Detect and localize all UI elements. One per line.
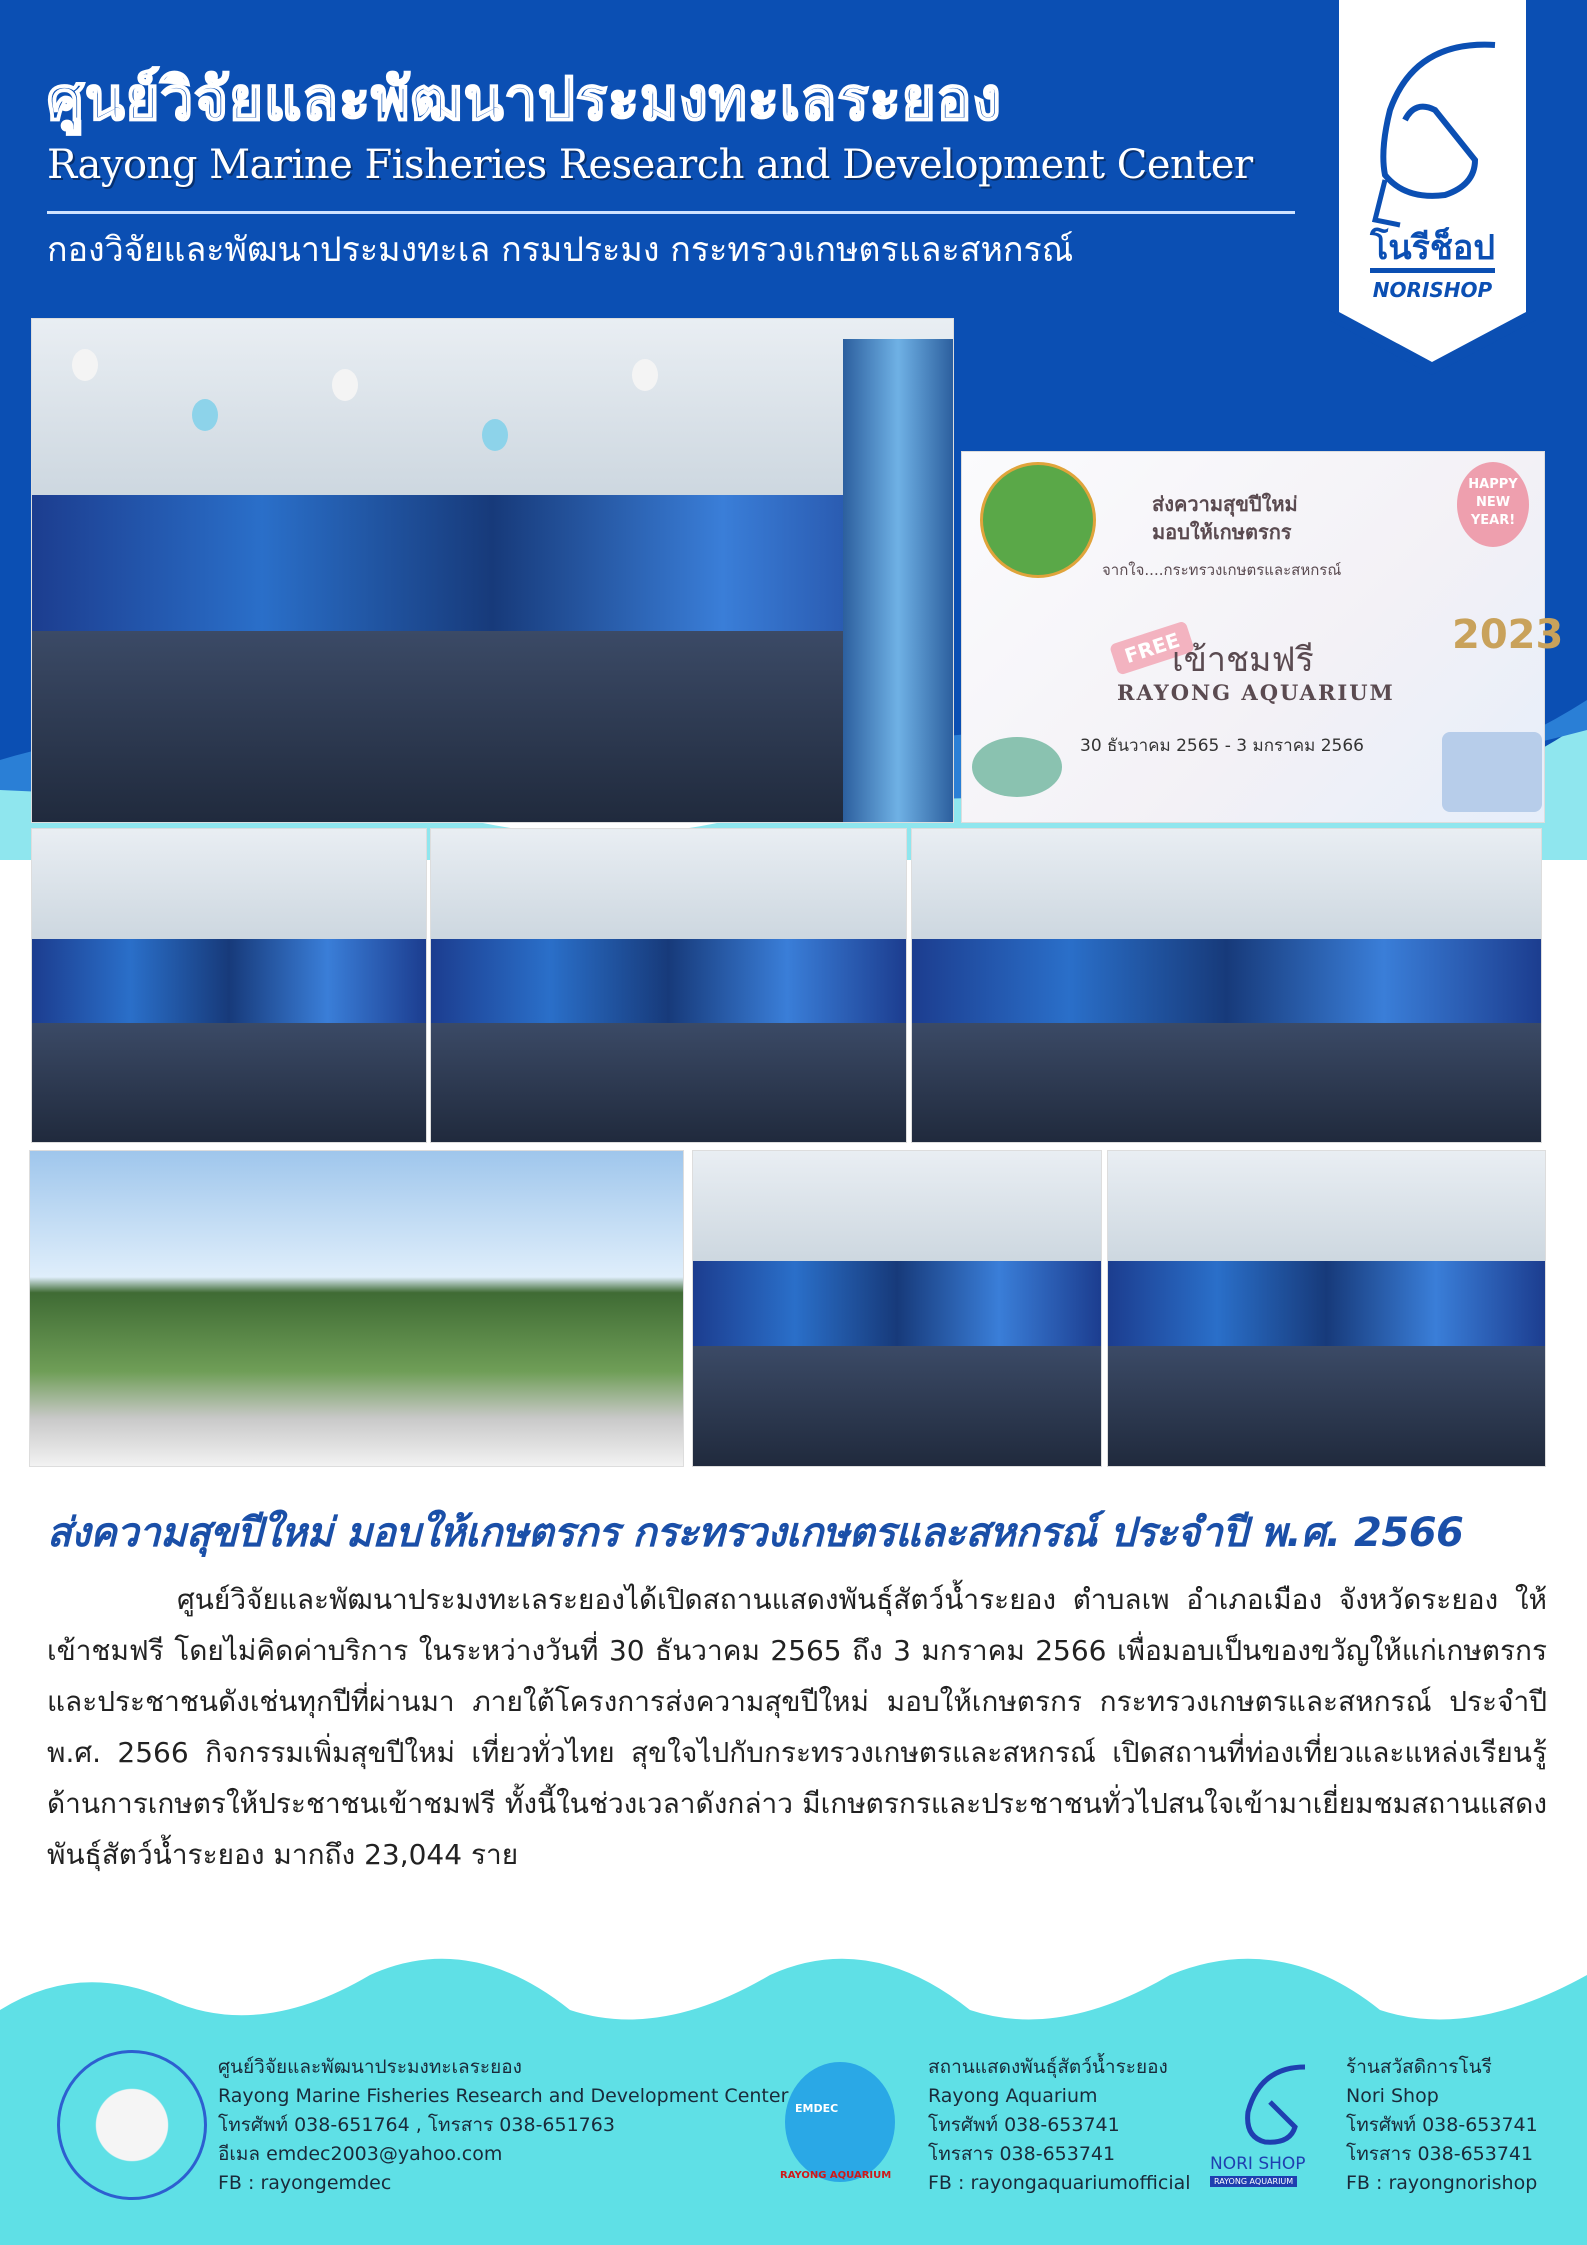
footer-contact-rayong-aquarium: สถานแสดงพันธุ์สัตว์น้ำระยอง Rayong Aquarium โทรศัพท์ 038-653741 โทรสาร 038-653741 FB : rayongaquariumofficial xyxy=(928,2056,1191,2194)
photo-outdoor-garden xyxy=(29,1150,684,1467)
header-divider xyxy=(47,211,1295,214)
poster-dates: 30 ธันวาคม 2565 - 3 มกราคม 2566 xyxy=(1080,736,1364,756)
norishop-logo-text-thai: โนรีช็อป xyxy=(1370,228,1495,268)
emdec-logo xyxy=(57,2050,207,2200)
footer-contact-nori-shop: ร้านสวัสดิการโนรี Nori Shop โทรศัพท์ 038-653741 โทรสาร 038-653741 FB : rayongnorishop xyxy=(1346,2056,1538,2194)
photo-touch-pool-4 xyxy=(692,1150,1102,1467)
poster-line2: มอบให้เกษตรกร xyxy=(1152,520,1292,544)
photo-touch-pool-1 xyxy=(31,828,427,1143)
center-subtitle-thai: กองวิจัยและพัฒนาประมงทะเล กรมประมง กระทรวงเกษตรและสหกรณ์ xyxy=(47,230,1074,270)
photo-touch-pool-3 xyxy=(911,828,1542,1143)
photo-aquarium-visitors-lobby xyxy=(31,318,954,823)
calendar-icon xyxy=(1442,732,1542,812)
footer-contact-emdec: ศูนย์วิจัยและพัฒนาประมงทะเลระยอง Rayong Marine Fisheries Research and Development Center โทรศัพท์ 038-651764 , โทรสาร 038-651763 อีเมล emdec2003@yahoo.com FB : rayongemdec xyxy=(218,2056,789,2194)
ministry-seal xyxy=(980,462,1096,578)
article-body: ศูนย์วิจัยและพัฒนาประมงทะเลระยองได้เปิดสถานแสดงพันธุ์สัตว์น้ำระยอง ตำบลเพ อำเภอเมือง จังหวัดระยอง ให้เข้าชมฟรี โดยไม่คิดค่าบริการ ในระหว่างวันที่ 30 ธันวาคม 2565 ถึง 3 มกราคม 2566 เพื่อมอบเป็นของขวัญให้แก่เกษตรกรและประชาชนดังเช่นทุกปีที่ผ่านมา ภายใต้โครงการส่งความสุขปีใหม่ มอบให้เกษตรกร กระทรวงเกษตรและสหกรณ์ ประจำปี พ.ศ. 2566 กิจกรรมเพิ่มสุขปีใหม่ เที่ยวทั่วไทย สุขใจไปกับกระทรวงเกษตรและสหกรณ์ เปิดสถานที่ท่องเที่ยวและแหล่งเรียนรู้ด้านการเกษตรให้ประชาชนเข้าชมฟรี ทั้งนี้ในช่วงเวลาดังกล่าว มีเกษตรกรและประชาชนทั่วไปสนใจเข้ามาเยี่ยมชมสถานแสดงพันธุ์สัตว์น้ำระยอง มากถึง 23,044 ราย xyxy=(47,1583,1547,1871)
poster-from: จากใจ....กระทรวงเกษตรและสหกรณ์ xyxy=(1102,561,1342,579)
poster-line1: ส่งความสุขปีใหม่ xyxy=(1152,492,1298,516)
poster-venue: RAYONG AQUARIUM xyxy=(1117,680,1395,705)
turtle-illustration xyxy=(972,737,1062,797)
rayong-aquarium-logo: EMDEC RAYONG AQUARIUM xyxy=(775,2062,910,2197)
article-headline: ส่งความสุขปีใหม่ มอบให้เกษตรกร กระทรวงเกษตรและสหกรณ์ ประจำปี พ.ศ. 2566 xyxy=(47,1510,1464,1556)
poster-year: 2023 xyxy=(1452,612,1564,658)
center-title-english: Rayong Marine Fisheries Research and Development Center xyxy=(47,142,1253,188)
norishop-logo-banner xyxy=(1325,0,1540,375)
nori-shop-logo: NORI SHOP RAYONG AQUARIUM xyxy=(1210,2062,1320,2192)
poster-free-tag: FREE xyxy=(1109,620,1195,675)
norishop-logo-text-english: NORISHOP xyxy=(1372,278,1493,302)
center-title-thai: ศูนย์วิจัยและพัฒนาประมงทะเลระยอง xyxy=(47,65,1002,133)
poster-free-thai: เข้าชมฟรี xyxy=(1172,640,1314,680)
free-admission-poster xyxy=(961,451,1564,823)
photo-lobby-visitors-2 xyxy=(1107,1150,1546,1467)
photo-touch-pool-2 xyxy=(430,828,907,1143)
happy-new-year-balloon: HAPPY NEW YEAR! xyxy=(1457,462,1529,547)
